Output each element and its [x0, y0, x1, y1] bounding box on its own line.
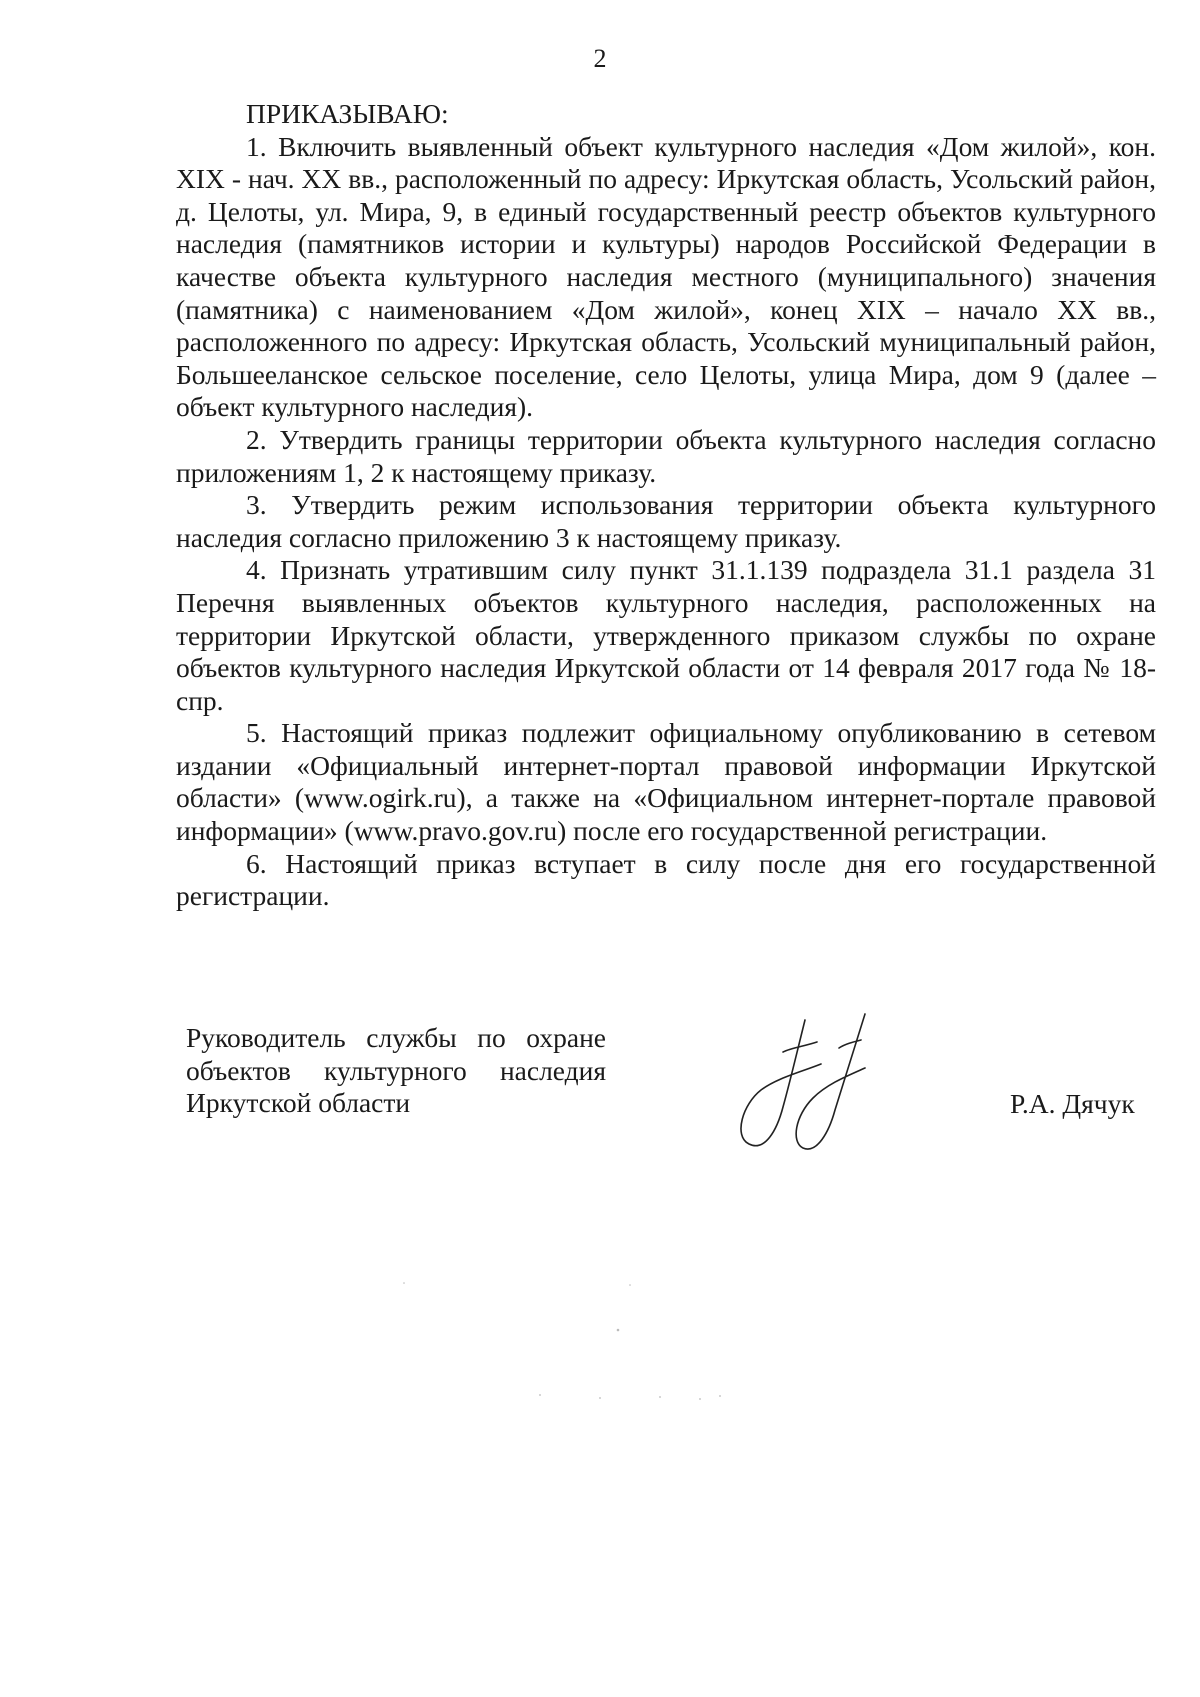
signer-position: Руководитель службы по охране объектов культурного наследия Иркутской области — [186, 1022, 606, 1119]
handwritten-signature — [735, 1012, 905, 1162]
scan-specks — [0, 1280, 1200, 1680]
order-item-6: 6. Настоящий приказ вступает в силу после дня его государственной регистрации. — [176, 847, 1156, 912]
order-item-2: 2. Утвердить границы территории объекта культурного наследия согласно приложениям 1, 2 к настоящему приказу. — [176, 423, 1156, 488]
order-body — [176, 98, 1156, 913]
page-number: 2 — [593, 44, 607, 73]
order-item-4: 4. Признать утратившим силу пункт 31.1.139 подраздела 31.1 раздела 31 Перечня выявленных объектов культурного наследия, расположенных на территории Иркутской области, утвержденного приказом службы по охране объектов культурного наследия Иркутской области от 14 февраля 2017 года № 18-спр. — [176, 554, 1156, 716]
order-item-5: 5. Настоящий приказ подлежит официальному опубликованию в сетевом издании «Официальный интернет-портал правовой информации Иркутской области» (www.ogirk.ru), а также на «Официальном интернет-портале правовой информации» (www.pravo.gov.ru) после его государственной регистрации. — [176, 717, 1156, 847]
signer-name: Р.А. Дячук — [1010, 1088, 1135, 1119]
order-item-1: 1. Включить выявленный объект культурного наследия «Дом жилой», кон. XIX - нач. XX вв., расположенный по адресу: Иркутская область, Усольский район, д. Целоты, ул. Мира, 9, в единый государственный реестр объектов культурного наследия (памятников истории и культуры) народов Российской Федерации в качестве объекта культурного наследия местного (муниципального) значения (памятника) с наименованием «Дом жилой», конец XIX – начало XX вв., расположенного по адресу: Иркутская область, Усольский муниципальный район, Большееланское сельское поселение, село Целоты, улица Мира, дом 9 (далее – объект культурного наследия). — [176, 130, 1156, 423]
order-item-3: 3. Утвердить режим использования территории объекта культурного наследия согласно приложению 3 к настоящему приказу. — [176, 489, 1156, 553]
order-heading: ПРИКАЗЫВАЮ: — [246, 98, 449, 129]
